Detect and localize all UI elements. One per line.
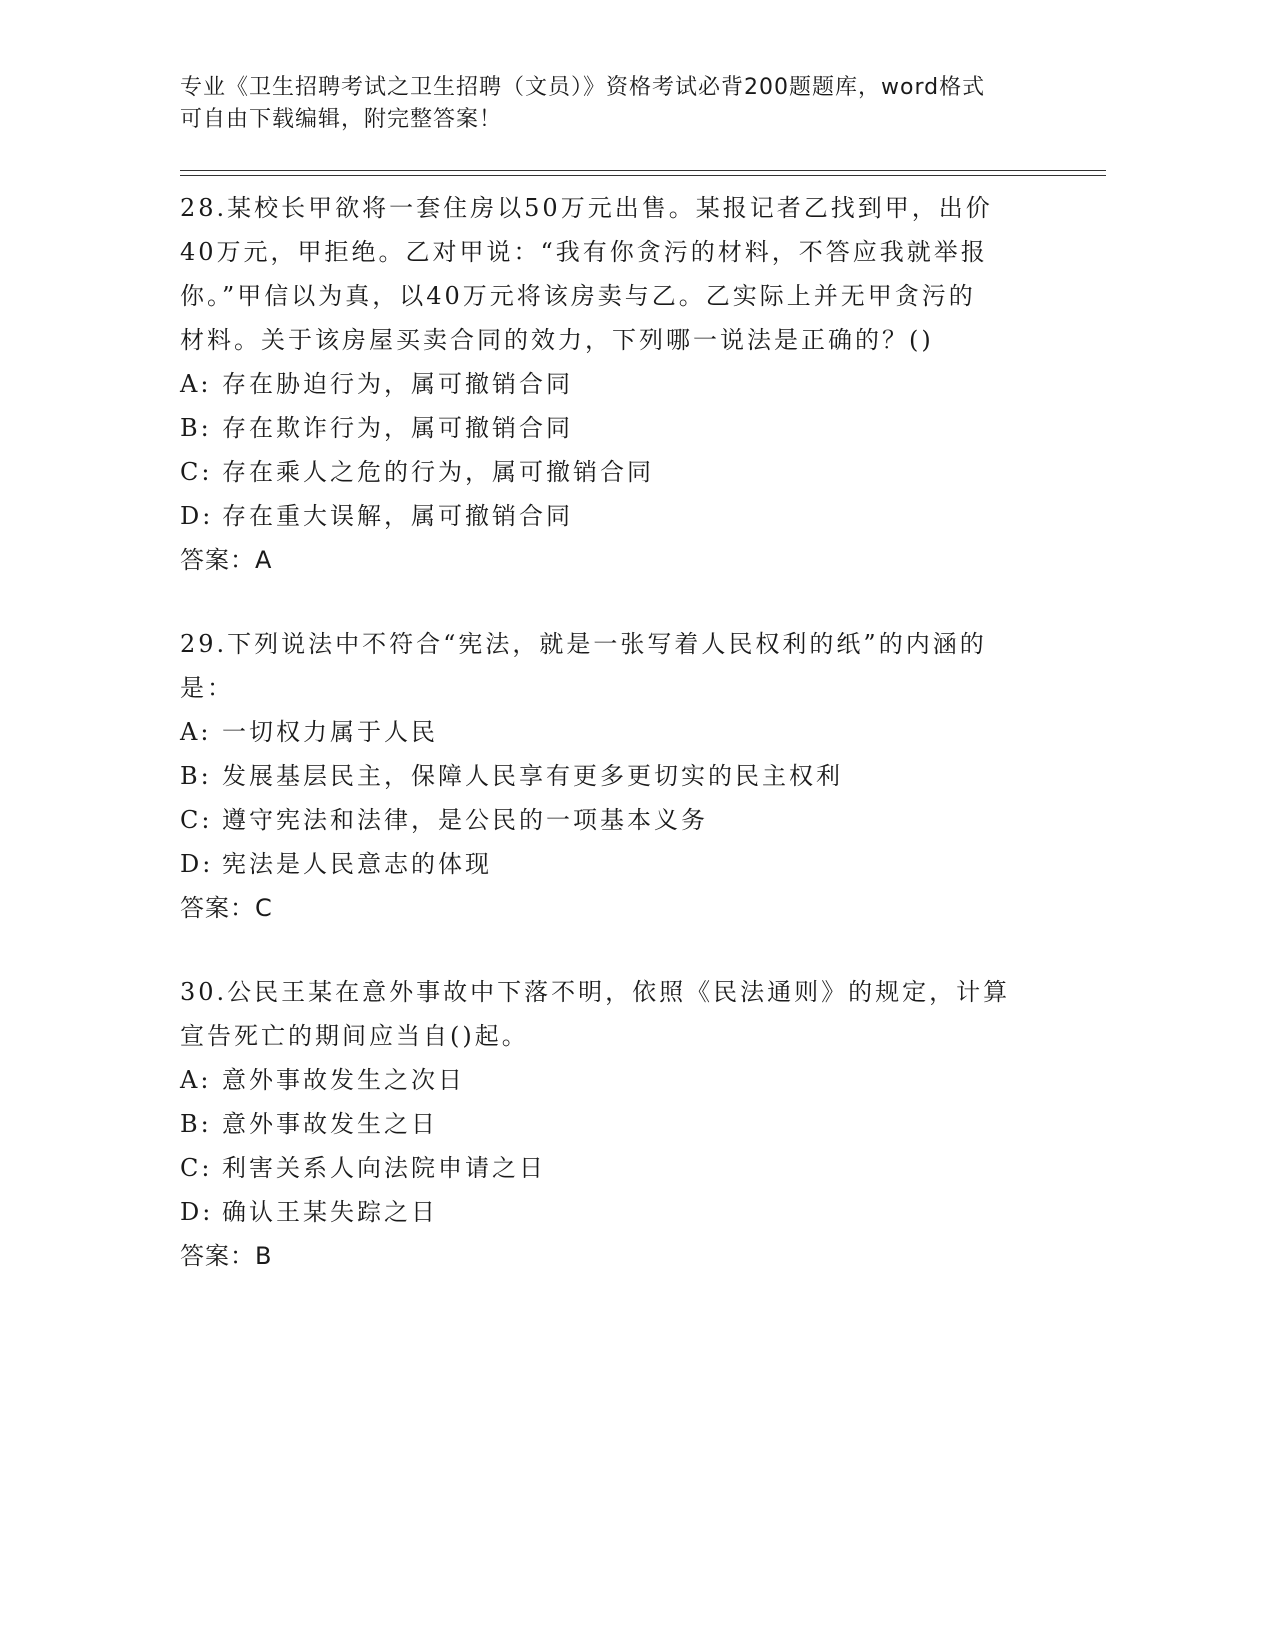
question-block	[180, 970, 1040, 1278]
option-a	[180, 1058, 1040, 1102]
question-text-line: 你。”甲信以为真，以40万元将该房卖与乙。乙实际上并无甲贪污的	[180, 282, 976, 310]
option-d	[180, 1190, 1040, 1234]
header-line-2: 可自由下载编辑，附完整答案！	[180, 107, 503, 132]
answer-line: 答案：A	[180, 546, 273, 574]
option-text: 意外事故发生之日	[222, 1110, 438, 1138]
option-letter: B:	[180, 1110, 212, 1138]
answer-line: 答案：C	[180, 894, 273, 922]
option-a	[180, 710, 1040, 754]
document-header	[180, 72, 1040, 136]
option-b	[180, 754, 1040, 798]
option-text: 意外事故发生之次日	[222, 1066, 465, 1094]
header-line-1: 专业《卫生招聘考试之卫生招聘（文员）》资格考试必背200题题库，word格式	[180, 75, 986, 100]
option-c	[180, 1146, 1040, 1190]
option-d	[180, 494, 1040, 538]
question-text-line: 28.某校长甲欲将一套住房以50万元出售。某报记者乙找到甲，出价	[180, 194, 993, 222]
header-divider-secondary	[180, 175, 1106, 176]
option-text: 利害关系人向法院申请之日	[222, 1154, 546, 1182]
option-c	[180, 450, 1040, 494]
question-block	[180, 622, 1040, 930]
question-text-line: 29.下列说法中不符合“宪法，就是一张写着人民权利的纸”的内涵的	[180, 630, 987, 658]
question-list	[180, 186, 1040, 1318]
option-b	[180, 1102, 1040, 1146]
question-text-line: 宣告死亡的期间应当自()起。	[180, 1022, 529, 1050]
option-text: 发展基层民主，保障人民享有更多更切实的民主权利	[222, 762, 843, 790]
option-text: 存在欺诈行为，属可撤销合同	[222, 414, 573, 442]
answer-line: 答案：B	[180, 1242, 273, 1270]
question-text-line: 材料。关于该房屋买卖合同的效力，下列哪一说法是正确的？()	[180, 326, 934, 354]
option-text: 存在胁迫行为，属可撤销合同	[222, 370, 573, 398]
option-letter: B:	[180, 762, 212, 790]
option-letter: D:	[180, 502, 214, 530]
option-letter: D:	[180, 1198, 214, 1226]
option-letter: C:	[180, 806, 213, 834]
question-block	[180, 186, 1040, 582]
option-text: 存在乘人之危的行为，属可撤销合同	[222, 458, 654, 486]
option-a	[180, 362, 1040, 406]
option-d	[180, 842, 1040, 886]
option-text: 宪法是人民意志的体现	[222, 850, 492, 878]
option-text: 一切权力属于人民	[222, 718, 438, 746]
option-letter: B:	[180, 414, 212, 442]
option-text: 遵守宪法和法律，是公民的一项基本义务	[222, 806, 708, 834]
option-text: 存在重大误解，属可撤销合同	[222, 502, 573, 530]
option-letter: C:	[180, 458, 213, 486]
header-divider	[180, 170, 1106, 171]
option-letter: A:	[180, 370, 212, 398]
question-text-line: 是：	[180, 674, 234, 702]
option-letter: A:	[180, 1066, 212, 1094]
question-text-line: 30.公民王某在意外事故中下落不明，依照《民法通则》的规定，计算	[180, 978, 1011, 1006]
option-c	[180, 798, 1040, 842]
option-b	[180, 406, 1040, 450]
option-text: 确认王某失踪之日	[222, 1198, 438, 1226]
option-letter: D:	[180, 850, 214, 878]
option-letter: A:	[180, 718, 212, 746]
question-text-line: 40万元，甲拒绝。乙对甲说：“我有你贪污的材料，不答应我就举报	[180, 238, 988, 266]
option-letter: C:	[180, 1154, 213, 1182]
